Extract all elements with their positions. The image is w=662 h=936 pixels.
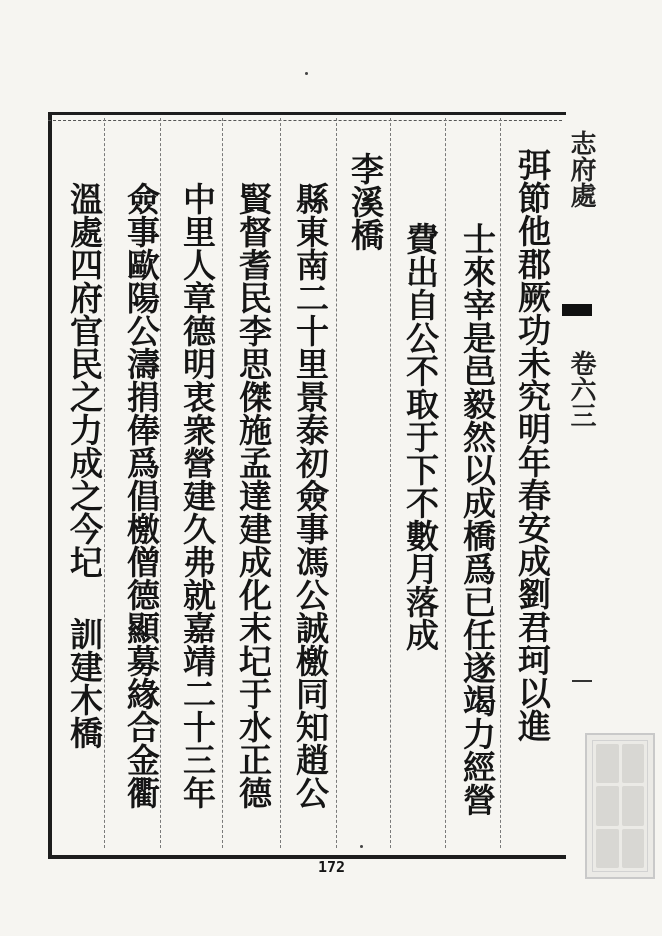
text-column-5: 縣東南二十里景泰初僉事馮公誠檄同知趙公 <box>291 182 330 809</box>
section-heading: 李溪橋 <box>346 152 385 251</box>
paper-speck <box>305 72 308 75</box>
column-rule <box>280 118 281 848</box>
text-column-2: 士來宰是邑毅然以成橋爲已任遂竭力經營 <box>458 222 497 816</box>
fish-tail-mark <box>562 304 592 316</box>
text-column-3: 費出自公不取于下不數月落成 <box>401 222 440 651</box>
margin-mark <box>572 680 592 682</box>
column-rule <box>500 118 501 848</box>
text-column-1: 弭節他郡厥功未究明年春安成劉君珂以進 <box>513 148 552 742</box>
margin-title: 志府處 <box>566 130 596 208</box>
library-seal <box>585 733 655 879</box>
header-rule <box>48 120 562 121</box>
text-column-8: 僉事歐陽公濤捐俸爲倡檄僧德顯募緣合金衢 <box>122 182 161 809</box>
page-number: 172 <box>318 858 346 876</box>
column-rule <box>336 118 337 848</box>
column-rule <box>222 118 223 848</box>
paper-speck <box>360 845 363 848</box>
margin-juan: 卷六三 <box>566 350 596 428</box>
seal-glyphs <box>592 740 648 872</box>
column-rule <box>445 118 446 848</box>
column-rule <box>390 118 391 848</box>
text-column-7: 中里人章德明衷衆營建久弗就嘉靖二十三年 <box>178 182 217 809</box>
text-column-9: 溫處四府官民之力成之今圮 訓建木橋 <box>65 182 104 749</box>
text-column-6: 賢督耆民李思傑施孟達建成化末圮于水正德 <box>234 182 273 809</box>
